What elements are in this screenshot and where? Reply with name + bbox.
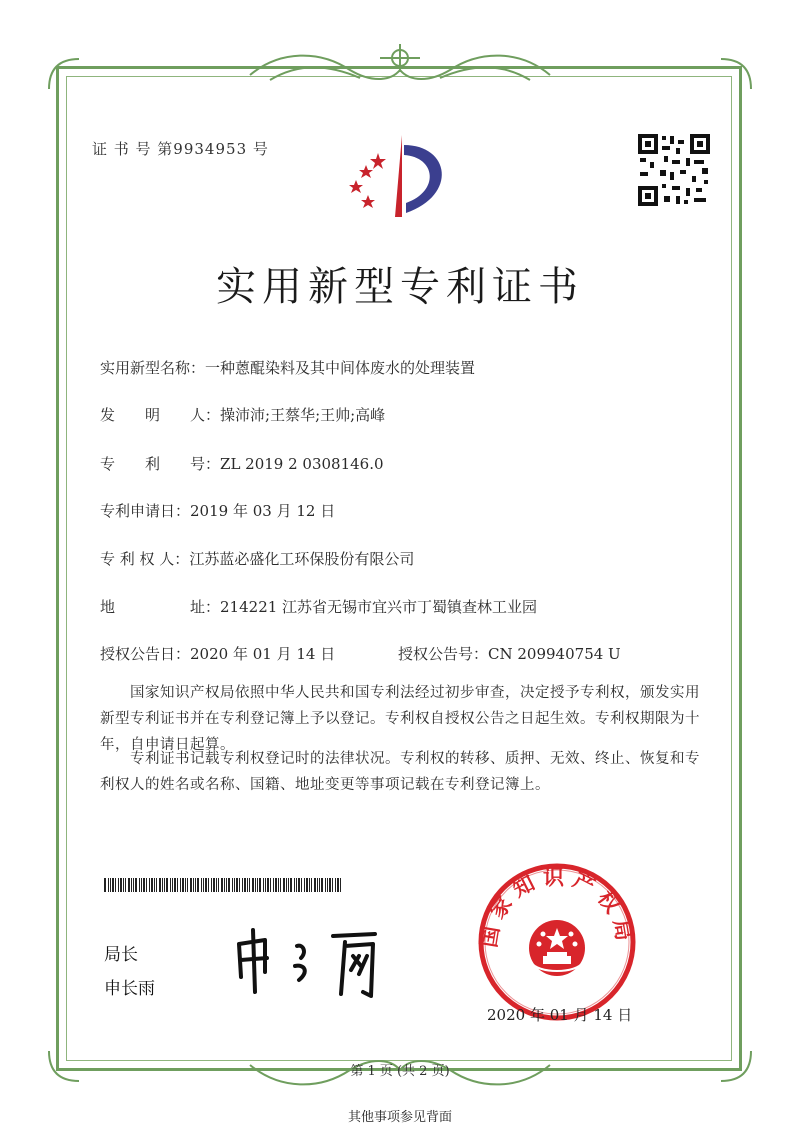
grant-number-row [398,643,621,664]
grant-number-label: 授权公告号： [398,645,489,663]
paragraph-legal-status: 专利证书记载专利权登记时的法律状况。专利权的转移、质押、无效、终止、恢复和专利权人的姓名或名称、国籍、地址变更等事项记载在专利登记簿上。 [100,751,700,793]
address: 214221 江苏省无锡市宜兴市丁蜀镇查林工业园 [220,598,538,616]
certificate-title: 实用新型专利证书 [216,264,584,310]
qr-code-icon [636,132,712,208]
handwritten-signature [225,922,405,1002]
seal-date: 2020 年 01 月 14 日 [487,1006,633,1024]
utility-model-name-label: 实用新型名称： [100,359,206,377]
patent-number: ZL 2019 2 0308146.0 [220,455,384,473]
national-emblem-icon [529,920,585,976]
signature-title: 局长 [104,945,138,965]
utility-model-name: 一种蒽醌染料及其中间体废水的处理装置 [205,359,476,377]
address-row [100,596,537,617]
back-note: 其他事项参见背面 [347,1110,452,1125]
filing-date-label: 专利申请日： [100,502,191,520]
utility-model-name-row [100,357,475,378]
page-indicator: 第 1 页 (共 2 页) [350,1064,450,1079]
inventor: 操沛沛;王蔡华;王帅;高峰 [220,406,386,424]
official-seal [477,862,637,1022]
paragraph-grant-statement: 国家知识产权局依照中华人民共和国专利法经过初步审查，决定授予专利权，颁发实用新型专利证书并在专利登记簿上予以登记。专利权自授权公告之日起生效。专利权期限为十年，自申请日起算。 [100,685,700,753]
signature-name: 申长雨 [104,979,155,999]
address-label: 地 址： [100,598,221,616]
patentee-label: 专 利 权 人： [100,550,190,568]
top-ornament [240,40,560,100]
inventor-row [100,404,385,425]
patentee: 江苏蓝必盛化工环保股份有限公司 [189,550,415,568]
grant-number: CN 209940754 U [488,645,621,663]
patentee-row [100,548,414,569]
inventor-label: 发 明 人： [100,406,221,424]
corner-ornament-top-left [44,54,84,94]
barcode [104,878,344,892]
filing-date: 2019 年 03 月 12 日 [190,502,336,520]
filing-date-row [100,500,335,521]
patent-number-label: 专 利 号： [100,455,221,473]
grant-date-row [100,643,335,664]
corner-ornament-top-right [716,54,756,94]
seal-text: 国家知识产权局 [477,865,637,950]
grant-date-label: 授权公告日： [100,645,191,663]
patent-office-logo-icon [340,125,460,225]
patent-number-row [100,453,384,474]
certificate-number: 证 书 号 第9934953 号 [92,140,269,158]
grant-date: 2020 年 01 月 14 日 [190,645,336,663]
